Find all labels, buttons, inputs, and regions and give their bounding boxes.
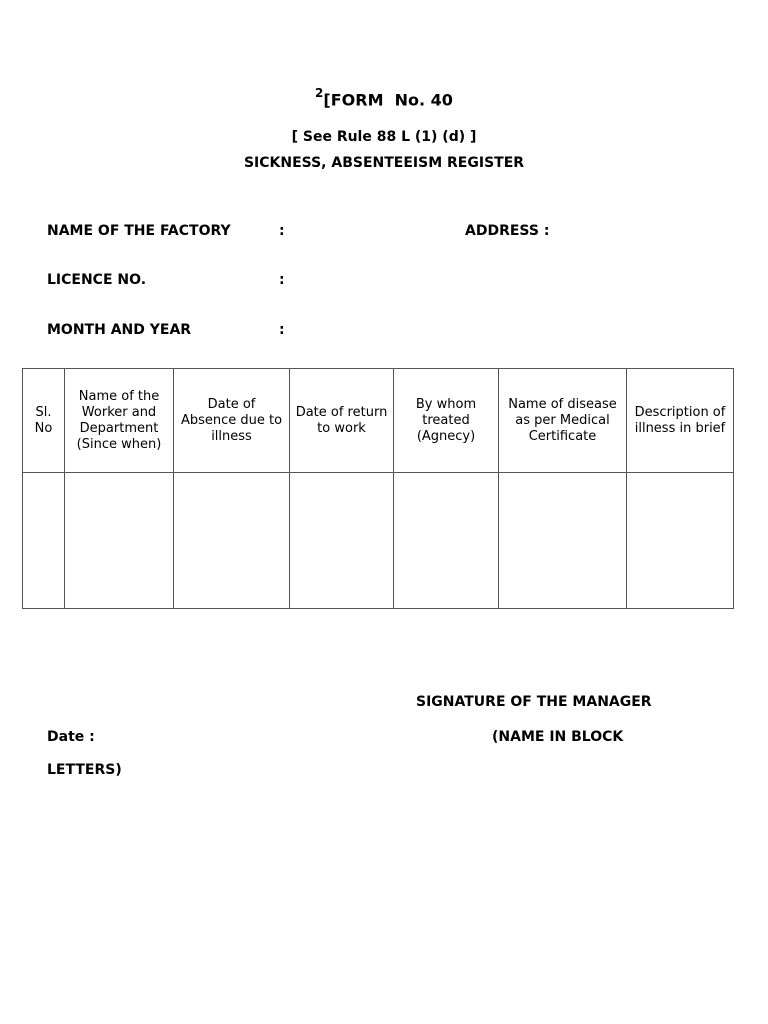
month-year-label: MONTH AND YEAR [47,322,192,338]
signature-label: SIGNATURE OF THE MANAGER [416,694,652,710]
rule-reference: [ See Rule 88 L (1) (d) ] [291,129,477,145]
licence-colon: : [279,272,285,288]
table-cell [627,473,734,609]
licence-label: LICENCE NO. [47,272,147,288]
table-cell [65,473,174,609]
register-title: SICKNESS, ABSENTEEISM REGISTER [243,155,525,171]
form-number: [FORM No. 40 [323,90,453,110]
register-table [22,368,734,609]
date-label: Date : [47,729,95,745]
address-label: ADDRESS : [465,223,550,239]
header-disease-name: Name of disease as per Medical Certificate [499,369,627,473]
header-description: Description of illness in brief [627,369,734,473]
name-block-label: (NAME IN BLOCK [492,729,624,745]
header-return-date: Date of return to work [290,369,394,473]
table-cell [394,473,499,609]
table-row [23,473,734,609]
table-cell [174,473,290,609]
form-title [0,88,768,109]
header-worker-name: Name of the Worker and Department (Since when) [65,369,174,473]
month-year-colon: : [279,322,285,338]
header-sl-no: Sl. No [23,369,65,473]
table-cell [23,473,65,609]
factory-name-label: NAME OF THE FACTORY [47,223,231,239]
table-cell [290,473,394,609]
form-superscript: 2 [315,86,324,100]
factory-name-colon: : [279,223,285,239]
header-absence-date: Date of Absence due to illness [174,369,290,473]
header-treated-by: By whom treated (Agnecy) [394,369,499,473]
letters-label: LETTERS) [47,762,122,778]
table-cell [499,473,627,609]
table-header-row [23,369,734,473]
